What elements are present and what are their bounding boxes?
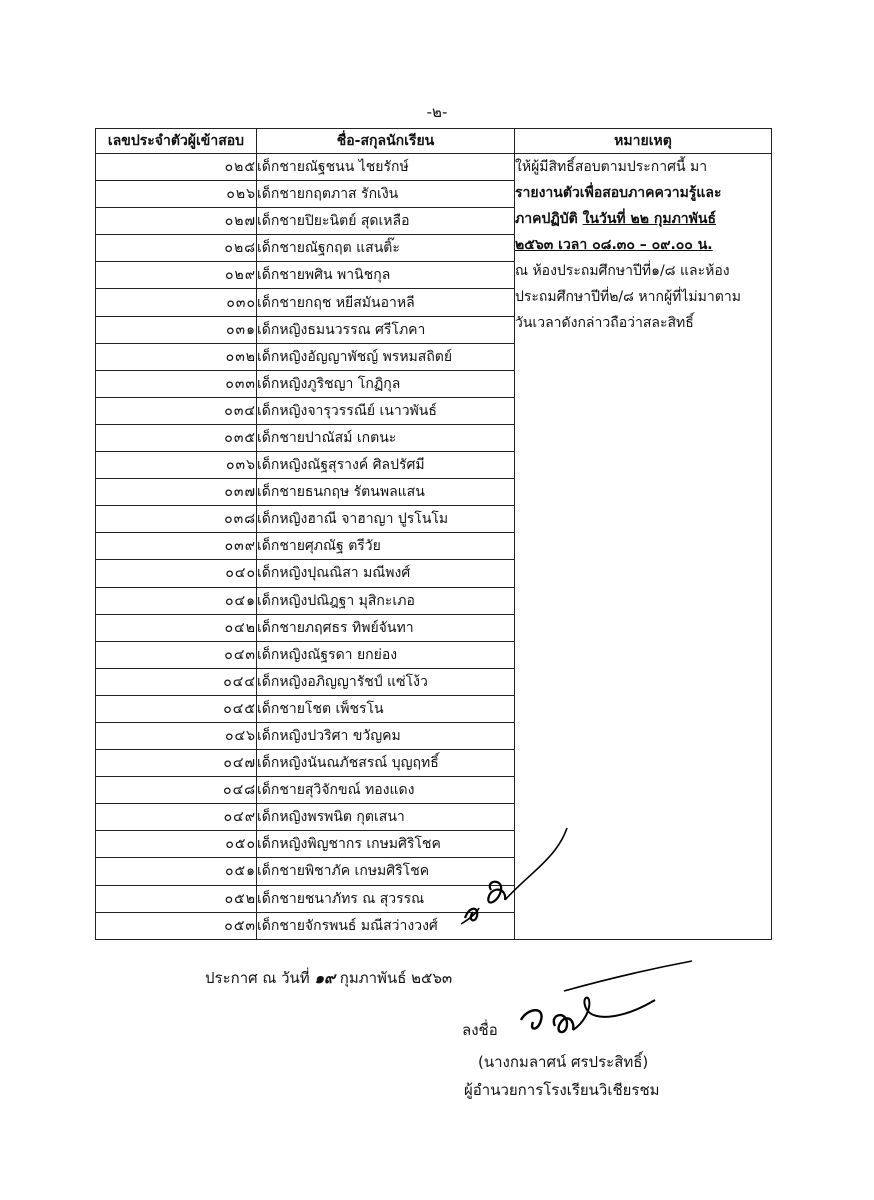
student-name-cell: เด็กหญิงอภิญญารัชป์ แซ่โง้ว <box>257 668 515 695</box>
student-name-cell: เด็กชายธนกฤษ รัตนพลแสน <box>257 479 515 506</box>
announce-prefix: ประกาศ ณ วันที่ <box>205 969 310 987</box>
student-name-cell: เด็กชายสุวิจักขณ์ ทองแดง <box>257 777 515 804</box>
page-number: -๒- <box>426 103 448 121</box>
announcement-date <box>205 966 452 990</box>
header-remark: หมายเหตุ <box>515 129 772 154</box>
exam-id-cell: ๐๒๗ <box>96 208 257 235</box>
header-student-name: ชื่อ-สกุลนักเรียน <box>257 129 515 154</box>
remark-line-7: วันเวลาดังกล่าวถือว่าสละสิทธิ์ <box>515 315 694 331</box>
exam-id-cell: ๐๔๗ <box>96 750 257 777</box>
student-name-cell: เด็กชายพศิน พานิชกุล <box>257 262 515 289</box>
table-row <box>96 154 772 181</box>
student-name-cell: เด็กชายกฤช หยีสมันอาหลี <box>257 289 515 316</box>
student-name-cell: เด็กหญิงปวริศา ขวัญคม <box>257 722 515 749</box>
student-name-cell: เด็กหญิงนันณภัชสรณ์ บุญฤทธิ์ <box>257 750 515 777</box>
exam-id-cell: ๐๕๓ <box>96 912 257 939</box>
date-mark <box>560 955 700 995</box>
exam-id-cell: ๐๔๖ <box>96 722 257 749</box>
announce-day: ๑๙ <box>314 969 335 987</box>
exam-id-cell: ๐๒๘ <box>96 235 257 262</box>
director-signature <box>515 990 665 1045</box>
exam-id-cell: ๐๔๑ <box>96 587 257 614</box>
student-name-cell: เด็กชายปิยะนิตย์ สุดเหลือ <box>257 208 515 235</box>
table-header-row <box>96 129 772 154</box>
exam-id-cell: ๐๔๒ <box>96 614 257 641</box>
announce-suffix: กุมภาพันธ์ ๒๕๖๓ <box>339 969 453 987</box>
student-name-cell: เด็กหญิงจารุวรรณีย์ เนาวพันธ์ <box>257 397 515 424</box>
exam-id-cell: ๐๓๙ <box>96 533 257 560</box>
student-name-cell: เด็กชายโชต เพ็ชรโน <box>257 695 515 722</box>
student-name-cell: เด็กหญิงพรพนิต กุตเสนา <box>257 804 515 831</box>
remark-exam-time: ๒๕๖๓ เวลา ๐๘.๓๐ – ๐๙.๐๐ น. <box>515 237 713 253</box>
exam-id-cell: ๐๓๒ <box>96 343 257 370</box>
exam-id-cell: ๐๔๙ <box>96 804 257 831</box>
student-name-cell: เด็กชายพิชาภัค เกษมศิริโชค <box>257 858 515 885</box>
student-name-cell: เด็กหญิงพิญชากร เกษมศิริโชค <box>257 831 515 858</box>
signer-title: ผู้อำนวยการโรงเรียนวิเชียรชม <box>464 1081 660 1099</box>
exam-id-cell: ๐๓๕ <box>96 424 257 451</box>
exam-id-cell: ๐๒๖ <box>96 181 257 208</box>
exam-id-cell: ๐๔๘ <box>96 777 257 804</box>
student-name-cell: เด็กชายปาณัสม์ เกตนะ <box>257 424 515 451</box>
student-name-cell: เด็กชายศุภณัฐ ตรีวัย <box>257 533 515 560</box>
exam-id-cell: ๐๔๓ <box>96 641 257 668</box>
remark-line-1: ให้ผู้มีสิทธิ์สอบตามประกาศนี้ มา <box>515 159 708 175</box>
exam-id-cell: ๐๕๐ <box>96 831 257 858</box>
remark-line-2: รายงานตัวเพื่อสอบภาคความรู้และ <box>515 185 722 201</box>
exam-id-cell: ๐๓๖ <box>96 452 257 479</box>
student-name-cell: เด็กหญิงณัฐสุรางค์ ศิลปรัศมี <box>257 452 515 479</box>
signer-name: (นางกมลาศน์ ศรประสิทธิ์) <box>478 1053 649 1071</box>
student-name-cell: เด็กชายณัฐกฤต แสนติ๊ะ <box>257 235 515 262</box>
header-exam-id: เลขประจำตัวผู้เข้าสอบ <box>96 129 257 154</box>
student-name-cell: เด็กหญิงอัญญาพัชญ์ พรหมสถิตย์ <box>257 343 515 370</box>
remark-line-6: ประถมศึกษาปีที่๒/๘ หากผู้ที่ไม่มาตาม <box>515 289 741 305</box>
remark-line-3-prefix: ภาคปฏิบัติ <box>515 211 583 227</box>
exam-id-cell: ๐๕๑ <box>96 858 257 885</box>
sign-label: ลงชื่อ <box>462 1021 498 1039</box>
exam-id-cell: ๐๕๒ <box>96 885 257 912</box>
table-signature <box>455 820 595 930</box>
remark-line-5: ณ ห้องประถมศึกษาปีที่๑/๘ และห้อง <box>515 263 730 279</box>
exam-id-cell: ๐๔๐ <box>96 560 257 587</box>
student-name-cell: เด็กหญิงปณิฎฐา มุสิกะเภอ <box>257 587 515 614</box>
exam-id-cell: ๐๓๑ <box>96 316 257 343</box>
student-name-cell: เด็กหญิงภูริชญา โกฏิกุล <box>257 370 515 397</box>
roster-body <box>96 154 772 940</box>
exam-id-cell: ๐๓๔ <box>96 397 257 424</box>
exam-id-cell: ๐๒๙ <box>96 262 257 289</box>
exam-id-cell: ๐๔๕ <box>96 695 257 722</box>
exam-id-cell: ๐๒๕ <box>96 154 257 181</box>
remark-exam-date: ในวันที่ ๒๒ กุมภาพันธ์ <box>582 211 717 227</box>
exam-id-cell: ๐๓๐ <box>96 289 257 316</box>
student-name-cell: เด็กชายภฤศธร ทิพย์จันทา <box>257 614 515 641</box>
student-name-cell: เด็กชายณัฐชนน ไชยรักษ์ <box>257 154 515 181</box>
exam-id-cell: ๐๓๘ <box>96 506 257 533</box>
student-name-cell: เด็กหญิงปุณณิสา มณีพงศ์ <box>257 560 515 587</box>
student-name-cell: เด็กหญิงฮาณี จาฮาญา ปูรโนโม <box>257 506 515 533</box>
student-roster-table <box>95 128 772 940</box>
exam-id-cell: ๐๓๓ <box>96 370 257 397</box>
exam-id-cell: ๐๔๔ <box>96 668 257 695</box>
student-name-cell: เด็กหญิงณัฐรดา ยกย่อง <box>257 641 515 668</box>
student-name-cell: เด็กชายชนาภัทร ณ สุวรรณ <box>257 885 515 912</box>
remark-line-3 <box>515 206 771 232</box>
student-name-cell: เด็กชายกฤตภาส รักเงิน <box>257 181 515 208</box>
student-name-cell: เด็กหญิงธมนวรรณ ศรีโภคา <box>257 316 515 343</box>
student-name-cell: เด็กชายจักรพนธ์ มณีสว่างวงศ์ <box>257 912 515 939</box>
exam-id-cell: ๐๓๗ <box>96 479 257 506</box>
